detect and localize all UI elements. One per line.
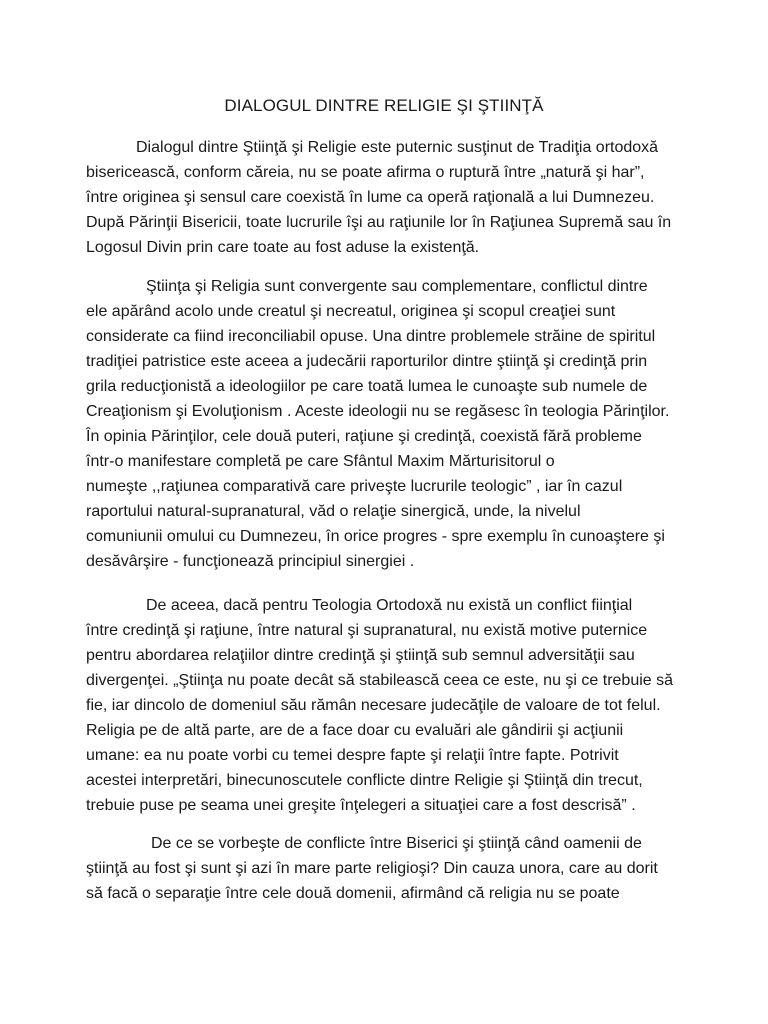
- paragraph-2-line-4: tradiţiei patristice este aceea a judecării raporturilor dintre ştiinţă şi credinţă prin: [86, 353, 648, 370]
- document-title: DIALOGUL DINTRE RELIGIE ŞI ŞTIINŢĂ: [224, 96, 544, 115]
- paragraph-3-line-8: acestei interpretări, binecunoscutele conflicte dintre Religie şi Ştiinţă din trecut,: [86, 772, 643, 789]
- paragraph-1-line-5: Logosul Divin prin care toate au fost aduse la existenţă.: [86, 239, 480, 256]
- paragraph-2-line-6: Creaţionism şi Evoluţionism . Aceste ideologii nu se regăsesc în teologia Părinţilor.: [86, 403, 670, 420]
- paragraph-2-line-1: Ştiinţa şi Religia sunt convergente sau complementare, conflictul dintre: [146, 278, 648, 295]
- paragraph-4-line-1: De ce se vorbeşte de conflicte între Biserici şi ştiinţă când oamenii de: [151, 835, 642, 852]
- paragraph-2-line-12: desăvârşire - funcţionează principiul sinergiei .: [86, 553, 415, 570]
- paragraph-4-line-3: să facă o separaţie între cele două domenii, afirmând că religia nu se poate: [86, 885, 620, 902]
- paragraph-2-line-8: într-o manifestare completă pe care Sfântul Maxim Mărturisitorul o: [86, 453, 555, 470]
- paragraph-3-line-3: pentru abordarea relaţiilor dintre credinţă şi ştiinţă sub semnul adversităţii sau: [86, 647, 635, 664]
- paragraph-1-line-2: bisericească, conform căreia, nu se poate afirma o ruptură între „natură şi har”,: [86, 164, 645, 181]
- paragraph-1-line-4: După Părinţii Bisericii, toate lucrurile îşi au raţiunile lor în Raţiunea Supremă sau în: [86, 214, 672, 231]
- paragraph-3-line-4: divergenţei. „Ştiinţa nu poate decât să stabilească ceea ce este, nu şi ce trebuie să: [86, 672, 674, 689]
- paragraph-1-line-1: Dialogul dintre Ştiinţă şi Religie este puternic susţinut de Tradiţia ortodoxă: [136, 139, 659, 156]
- paragraph-2-line-9: numeşte ,,raţiunea comparativă care priveşte lucrurile teologic” , iar în cazul: [86, 478, 623, 495]
- paragraph-2-line-3: considerate ca fiind ireconciliabil opuse. Una dintre problemele străine de spiritul: [86, 328, 656, 345]
- paragraph-2-line-5: grila reducţionistă a ideologiilor pe care toată lumea le cunoaşte sub numele de: [86, 378, 648, 395]
- paragraph-3-line-6: Religia pe de altă parte, are de a face doar cu evaluări ale gândirii şi acţiunii: [86, 722, 624, 739]
- paragraph-3-line-2: între credinţă şi raţiune, între natural şi supranatural, nu există motive puternice: [86, 622, 648, 639]
- paragraph-3-line-1: De aceea, dacă pentru Teologia Ortodoxă nu există un conflict fiinţial: [146, 597, 633, 614]
- paragraph-4-line-2: ştiinţă au fost şi sunt şi azi în mare parte religioşi? Din cauza unora, care au dorit: [86, 860, 658, 877]
- paragraph-2-line-7: În opinia Părinţilor, cele două puteri, raţiune şi credinţă, coexistă fără probleme: [86, 428, 642, 445]
- paragraph-2-line-2: ele apărând acolo unde creatul şi necreatul, originea şi scopul creaţiei sunt: [86, 303, 616, 320]
- paragraph-3-line-9: trebuie puse pe seama unei greşite înţelegeri a situaţiei care a fost descrisă” .: [86, 797, 636, 814]
- paragraph-2-line-10: raportului natural-supranatural, văd o relaţie sinergică, unde, la nivelul: [86, 503, 581, 520]
- paragraph-1-line-3: între originea şi sensul care coexistă în lume ca operă raţională a lui Dumnezeu.: [86, 189, 655, 206]
- paragraph-3-line-5: fie, iar dincolo de domeniul său rămân necesare judecăţile de valoare de tot felul.: [86, 697, 661, 714]
- paragraph-2-line-11: comuniunii omului cu Dumnezeu, în orice progres - spre exemplu în cunoaştere şi: [86, 528, 665, 545]
- paragraph-3-line-7: umane: ea nu poate vorbi cu temei despre fapte şi relaţii între fapte. Potrivit: [86, 747, 619, 764]
